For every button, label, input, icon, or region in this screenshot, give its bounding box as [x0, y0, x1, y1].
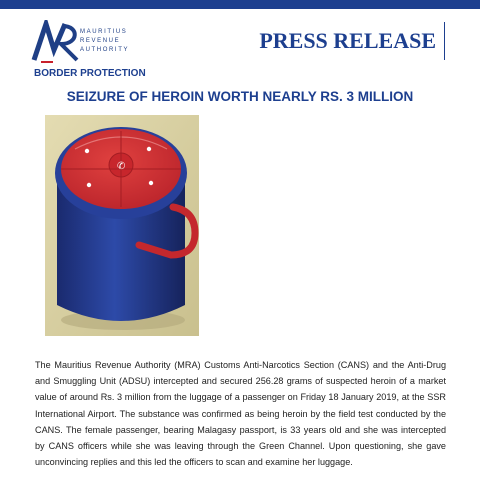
svg-text:✆: ✆	[117, 161, 126, 172]
mra-logo	[31, 20, 131, 64]
section-label: BORDER PROTECTION	[34, 68, 146, 79]
seized-speaker-photo	[45, 115, 199, 336]
logo-line-1: MAURITIUS	[80, 29, 128, 35]
logo-wordmark	[80, 28, 129, 55]
logo-line-2: REVENUE	[80, 38, 121, 44]
top-color-bar	[0, 0, 480, 9]
press-release-title: PRESS RELEASE	[259, 28, 436, 53]
article-body: The Mauritius Revenue Authority (MRA) Customs Anti-Narcotics Section (CANS) and the Anti-Drug and Smuggling Unit (ADSU) intercepted and secured 256.28 grams of suspected heroin of a market value of around Rs. 3 million from the luggage of a passenger on Friday 18 January 2019, at the SSR International Airport. The substance was confirmed as being heroin by the field test conducted by the CANS. The female passenger, bearing Malagasy passport, is 33 years old and she was intercepted by CANS officers while she was leaving through the Green Channel. Upon questioning, she gave unconvincing replies and this led the officers to scan and examine her luggage.	[35, 360, 446, 468]
speaker-image	[45, 115, 199, 336]
article-headline: SEIZURE OF HEROIN WORTH NEARLY RS. 3 MILLION	[66, 89, 414, 104]
mra-logo-mark	[31, 20, 83, 64]
logo-line-3: AUTHORITY	[80, 47, 130, 53]
title-divider	[444, 22, 445, 60]
